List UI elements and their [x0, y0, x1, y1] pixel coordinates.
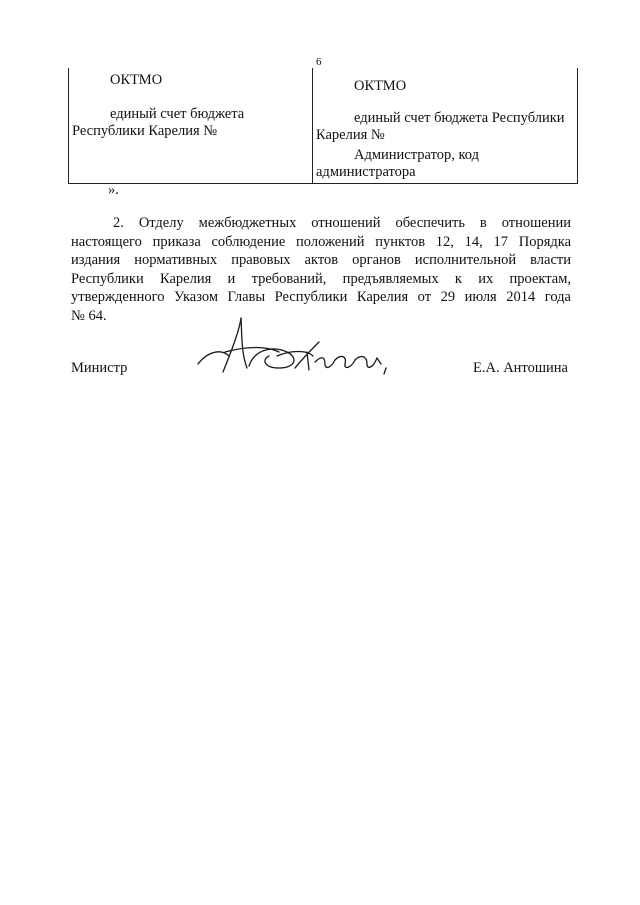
table-border-right [577, 68, 578, 184]
paragraph-line: утвержденного Указом Главы Республики Карелия от 29 июля 2014 года [71, 289, 571, 305]
table-border-left [68, 68, 69, 184]
right-account-line1: единый счет бюджета Республики [354, 110, 565, 126]
left-oktmo-label: ОКТМО [110, 72, 163, 88]
left-account-line2: Республики Карелия № [72, 123, 218, 139]
handwritten-signature [195, 312, 405, 382]
left-account-line1: единый счет бюджета [110, 106, 245, 122]
table-border-bottom [68, 183, 578, 184]
paragraph-item-2 [71, 214, 571, 325]
paragraph-line: издания нормативных правовых актов органов исполнительной власти [71, 252, 571, 268]
paragraph-line: 2. Отделу межбюджетных отношений обеспечить в отношении [113, 215, 571, 231]
paragraph-line: настоящего приказа соблюдение положений пунктов 12, 14, 17 Порядка [71, 233, 571, 250]
right-admin-line1: Администратор, код [354, 147, 479, 163]
closing-quote: ». [108, 182, 119, 198]
right-account-line2: Карелия № [316, 127, 385, 143]
right-admin-line2: администратора [316, 164, 416, 180]
signer-name: Е.А. Антошина [473, 360, 568, 376]
budget-details-table [68, 68, 578, 184]
page-number: 6 [316, 56, 322, 68]
paragraph-line: № 64. [71, 307, 107, 324]
table-border-middle [312, 68, 313, 184]
paragraph-line: Республики Карелия и требований, предъявляемых к их проектам, [71, 270, 571, 287]
signer-title: Министр [71, 360, 128, 376]
right-oktmo-label: ОКТМО [354, 78, 407, 94]
